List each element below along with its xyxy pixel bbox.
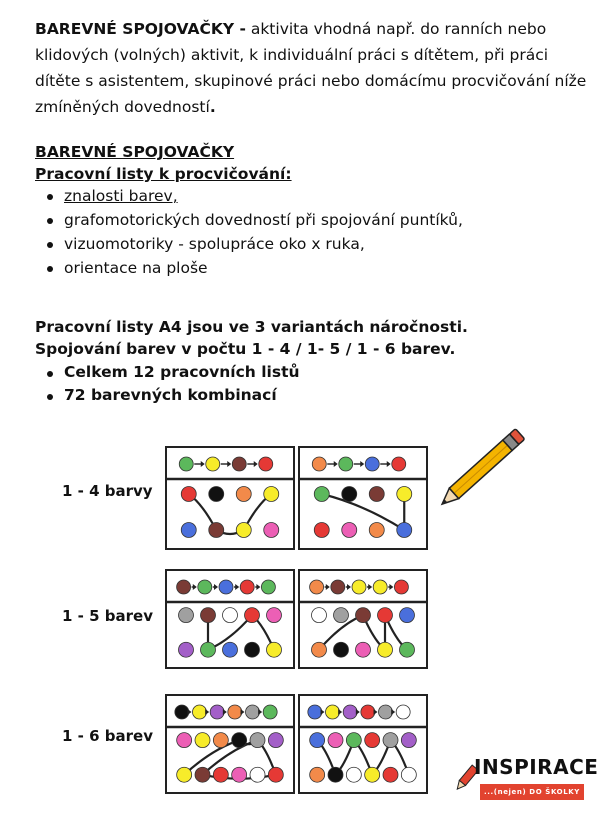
arrow-head xyxy=(256,584,260,590)
color-dot xyxy=(314,487,329,502)
color-dot xyxy=(328,767,343,782)
arrow-head xyxy=(241,709,245,715)
color-dot xyxy=(177,767,192,782)
color-dot xyxy=(369,523,384,538)
color-dot xyxy=(201,608,216,623)
color-dot xyxy=(268,767,283,782)
color-dot xyxy=(346,733,361,748)
color-dot xyxy=(223,608,238,623)
color-dot xyxy=(378,642,393,657)
sequence-dot xyxy=(210,705,224,719)
worksheet-preview xyxy=(298,694,428,794)
sequence-dot xyxy=(179,457,193,471)
section-heading: BAREVNÉ SPOJOVAČKY xyxy=(35,143,235,161)
arrow-head xyxy=(205,709,209,715)
color-dot xyxy=(181,523,196,538)
color-dot xyxy=(179,608,194,623)
sequence-dot xyxy=(379,705,393,719)
variants-line-2: Spojování barev v počtu 1 - 4 / 1- 5 / 1 - 6 barev. xyxy=(35,340,456,358)
sequence-dot xyxy=(193,705,207,719)
color-dot xyxy=(209,523,224,538)
arrow-head xyxy=(223,709,227,715)
color-dot xyxy=(213,767,228,782)
sequence-dot xyxy=(394,580,408,594)
color-dot xyxy=(310,733,325,748)
pencil-icon xyxy=(425,420,535,520)
color-dot xyxy=(342,487,357,502)
arrow-head xyxy=(374,709,378,715)
color-dot xyxy=(369,487,384,502)
skill-item: grafomotorických dovedností při spojování puntíků, xyxy=(45,208,463,232)
color-dot xyxy=(264,487,279,502)
section-subheading: Pracovní listy k procvičování: xyxy=(35,165,292,183)
sequence-dot xyxy=(206,457,220,471)
color-dot xyxy=(312,608,327,623)
color-dot xyxy=(356,642,371,657)
color-dot xyxy=(250,767,265,782)
arrow-head xyxy=(258,709,262,715)
color-dot xyxy=(267,608,282,623)
arrow-head xyxy=(368,584,372,590)
color-dot xyxy=(245,642,260,657)
row-label-4: 1 - 4 barvy xyxy=(62,482,153,500)
arrow-head xyxy=(201,461,205,467)
row-label-6: 1 - 6 barev xyxy=(62,727,153,745)
arrow-head xyxy=(389,584,393,590)
sequence-dot xyxy=(177,580,191,594)
sequence-dot xyxy=(246,705,260,719)
color-dot xyxy=(401,733,416,748)
arrow-head xyxy=(227,461,231,467)
arrow-head xyxy=(338,709,342,715)
color-dot xyxy=(177,733,192,748)
color-dot xyxy=(181,487,196,502)
intro-text: aktivita vhodná např. do ranních nebo klidových (volných) aktivit, k individuální práci s dítětem, při práci dítěte s asistentem, skupinové práci nebo domácímu procvičování níže zmíněných dovedností xyxy=(35,20,587,116)
worksheet-preview xyxy=(298,569,428,669)
color-dot xyxy=(268,733,283,748)
color-dot xyxy=(195,733,210,748)
intro-lead: BAREVNÉ SPOJOVAČKY - xyxy=(35,20,246,38)
connecting-line xyxy=(322,494,405,530)
color-dot xyxy=(383,767,398,782)
color-dot xyxy=(397,523,412,538)
arrow-head xyxy=(321,709,325,715)
arrow-head xyxy=(188,709,192,715)
skill-item[interactable] xyxy=(45,184,463,208)
sequence-dot xyxy=(331,580,345,594)
sequence-dot xyxy=(326,705,340,719)
connecting-line xyxy=(189,494,272,534)
logo-tagline: ...(nejen) DO ŠKOLKY xyxy=(480,784,584,800)
color-dot xyxy=(314,523,329,538)
color-dot xyxy=(365,767,380,782)
sequence-dot xyxy=(310,580,324,594)
color-dot xyxy=(264,523,279,538)
sequence-dot xyxy=(228,705,242,719)
variants-line-1: Pracovní listy A4 jsou ve 3 variantách náročnosti. xyxy=(35,318,468,336)
sequence-dot xyxy=(343,705,357,719)
worksheet-preview xyxy=(165,694,295,794)
sequence-dot xyxy=(352,580,366,594)
sequence-dot xyxy=(339,457,353,471)
color-dot xyxy=(342,523,357,538)
color-dot xyxy=(378,608,393,623)
color-dot xyxy=(334,642,349,657)
sequence-dot xyxy=(312,457,326,471)
sequence-dot xyxy=(308,705,322,719)
sequence-dot xyxy=(263,705,277,719)
skill-link[interactable]: znalosti barev, xyxy=(64,187,178,205)
color-dot xyxy=(397,487,412,502)
totals-list xyxy=(45,361,300,407)
sequence-dot xyxy=(219,580,233,594)
arrow-head xyxy=(193,584,197,590)
color-dot xyxy=(334,608,349,623)
skill-item: vizuomotoriky - spolupráce oko x ruka, xyxy=(45,232,463,256)
arrow-head xyxy=(387,461,391,467)
skills-list xyxy=(45,184,463,280)
brand-logo xyxy=(452,753,599,801)
sequence-dot xyxy=(396,705,410,719)
color-dot xyxy=(195,767,210,782)
totals-item: 72 barevných kombinací xyxy=(45,384,300,407)
arrow-head xyxy=(356,709,360,715)
worksheet-preview xyxy=(165,446,295,550)
arrow-head xyxy=(347,584,351,590)
color-dot xyxy=(232,767,247,782)
arrow-head xyxy=(326,584,330,590)
arrow-head xyxy=(254,461,258,467)
color-dot xyxy=(328,733,343,748)
color-dot xyxy=(356,608,371,623)
worksheet-preview xyxy=(165,569,295,669)
color-dot xyxy=(201,642,216,657)
arrow-head xyxy=(214,584,218,590)
color-dot xyxy=(213,733,228,748)
connecting-line xyxy=(208,615,274,650)
color-dot xyxy=(209,487,224,502)
color-dot xyxy=(346,767,361,782)
sequence-dot xyxy=(373,580,387,594)
arrow-head xyxy=(391,709,395,715)
sequence-dot xyxy=(240,580,254,594)
sequence-dot xyxy=(259,457,273,471)
intro-paragraph xyxy=(35,16,595,120)
sequence-dot xyxy=(198,580,212,594)
color-dot xyxy=(365,733,380,748)
variants-text xyxy=(35,316,468,360)
color-dot xyxy=(232,733,247,748)
color-dot xyxy=(179,642,194,657)
color-dot xyxy=(250,733,265,748)
color-dot xyxy=(310,767,325,782)
arrow-head xyxy=(360,461,364,467)
color-dot xyxy=(383,733,398,748)
color-dot xyxy=(236,523,251,538)
color-dot xyxy=(400,642,415,657)
arrow-head xyxy=(235,584,239,590)
logo-title: INSPIRACE xyxy=(474,755,599,779)
color-dot xyxy=(401,767,416,782)
color-dot xyxy=(267,642,282,657)
sequence-dot xyxy=(392,457,406,471)
row-label-5: 1 - 5 barev xyxy=(62,607,153,625)
sequence-dot xyxy=(361,705,375,719)
color-dot xyxy=(223,642,238,657)
sequence-dot xyxy=(365,457,379,471)
color-dot xyxy=(312,642,327,657)
color-dot xyxy=(236,487,251,502)
sequence-dot xyxy=(261,580,275,594)
sequence-dot xyxy=(232,457,246,471)
color-dot xyxy=(245,608,260,623)
skill-item: orientace na ploše xyxy=(45,256,463,280)
totals-item: Celkem 12 pracovních listů xyxy=(45,361,300,384)
sequence-dot xyxy=(175,705,189,719)
color-dot xyxy=(400,608,415,623)
intro-end: . xyxy=(209,98,216,116)
arrow-head xyxy=(334,461,338,467)
worksheet-preview xyxy=(298,446,428,550)
